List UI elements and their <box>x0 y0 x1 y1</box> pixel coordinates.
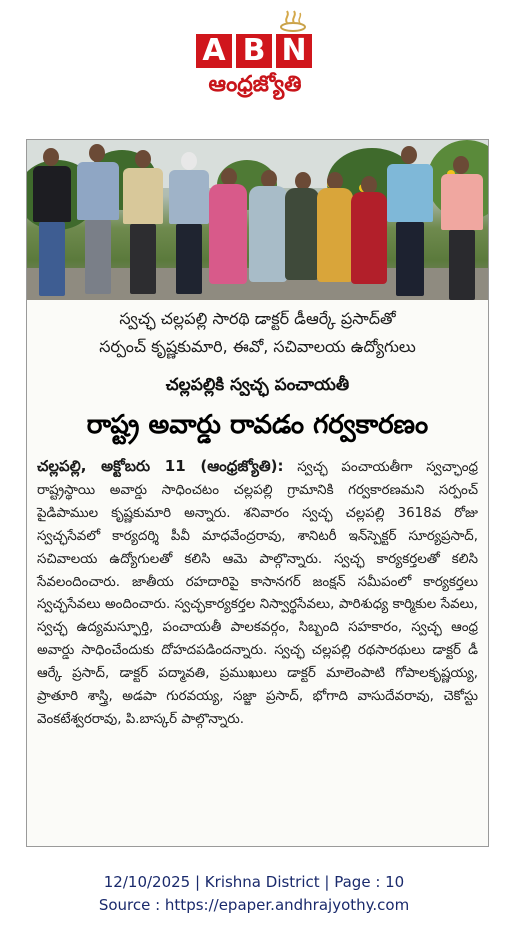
brand-letter-a: A <box>196 34 232 68</box>
photo-caption-line-2: సర్పంచ్ కృష్ణకుమారి, ఈవో, సచివాలయ ఉద్యోగులు <box>99 337 416 356</box>
clipping-footer <box>0 871 508 917</box>
publication-meta: 12/10/2025 | Krishna District | Page : 10 <box>103 873 405 891</box>
brand-tagline: ఆంధ్రజ్యోతి <box>208 72 302 97</box>
photo-caption-line-1: స్వచ్ఛ చల్లపల్లి సారథి డాక్టర్ డీఆర్కే ప్రసాద్‌తో <box>119 309 396 328</box>
source-link[interactable]: Source : https://epaper.andhrajyothy.com <box>98 896 410 914</box>
article-dateline: చల్లపల్లి, అక్టోబరు 11 (ఆంధ్రజ్యోతి): <box>37 457 284 475</box>
abn-andhrajyothy-logo <box>192 10 318 105</box>
article-kicker: చల్లపల్లికి స్వచ్ఛ పంచాయతీ <box>165 375 350 395</box>
teacup-steam-icon <box>278 10 308 32</box>
brand-letters <box>196 34 312 68</box>
article-paragraph <box>37 455 478 732</box>
newspaper-clipping <box>26 139 489 847</box>
article-text: స్వచ్ఛ పంచాయతీగా స్వచ్ఛాంధ్ర రాష్ట్రస్థాయి అవార్డు సాధించటం చల్లపల్లి గ్రామానికి గర్వకారణమని సర్పంచ్ పైడిపాముల కృష్ణకుమారి అన్నారు. శనివారం స్వచ్ఛ చల్లపల్లి 3618వ రోజు స్వచ్ఛసేవలో కార్యదర్శి పీవీ మాధవేంద్రరావు, శానిటరీ ఇన్‌స్పెక్టర్ సూర్యప్రసాద్, సచివాలయ ఉద్యోగులతో కలిసి ఆమె పాల్గొన్నారు. స్వచ్ఛ కార్యకర్తలతో కలిసి సేవలందించారు. జాతీయ రహదారిపై కాసానగర్ జంక్షన్ సమీపంలో కార్యకర్తలు స్వచ్ఛసేవలు అందించారు. స్వచ్ఛకార్యకర్తల నిస్వార్థసేవలు, పారిశుధ్య కార్మికుల సేవలు, స్వచ్ఛ ఉద్యమస్ఫూర్తి, పంచాయతీ పాలకవర్గం, సిబ్బంది సహకారం, స్వచ్ఛ ఆంధ్ర అవార్డు సాధించేందుకు దోహదపడిందన్నారు. స్వచ్ఛ చల్లపల్లి రథసారథులు డాక్టర్ డీ ఆర్కే ప్రసాద్, డాక్టర్ పద్మావతి, ప్రముఖులు డాక్టర్ మాలెంపాటి గోపాలకృష్ణయ్య, ప్రాతూరి శాస్త్రి, అడపా గురవయ్య, సజ్జా ప్రసాద్, భోగాది వాసుదేవరావు, చెకోస్టు వెంకటేశ్వరరావు, పి.బాస్కర్ పాల్గొన్నారు. <box>37 460 478 727</box>
brand-letter-n: N <box>276 34 312 68</box>
group-photo <box>27 140 488 300</box>
article-body <box>37 455 478 732</box>
article-headline: రాష్ట్ర అవార్డు రావడం గర్వకారణం <box>86 410 429 440</box>
photo-caption <box>27 305 488 361</box>
brand-letter-b: B <box>236 34 272 68</box>
